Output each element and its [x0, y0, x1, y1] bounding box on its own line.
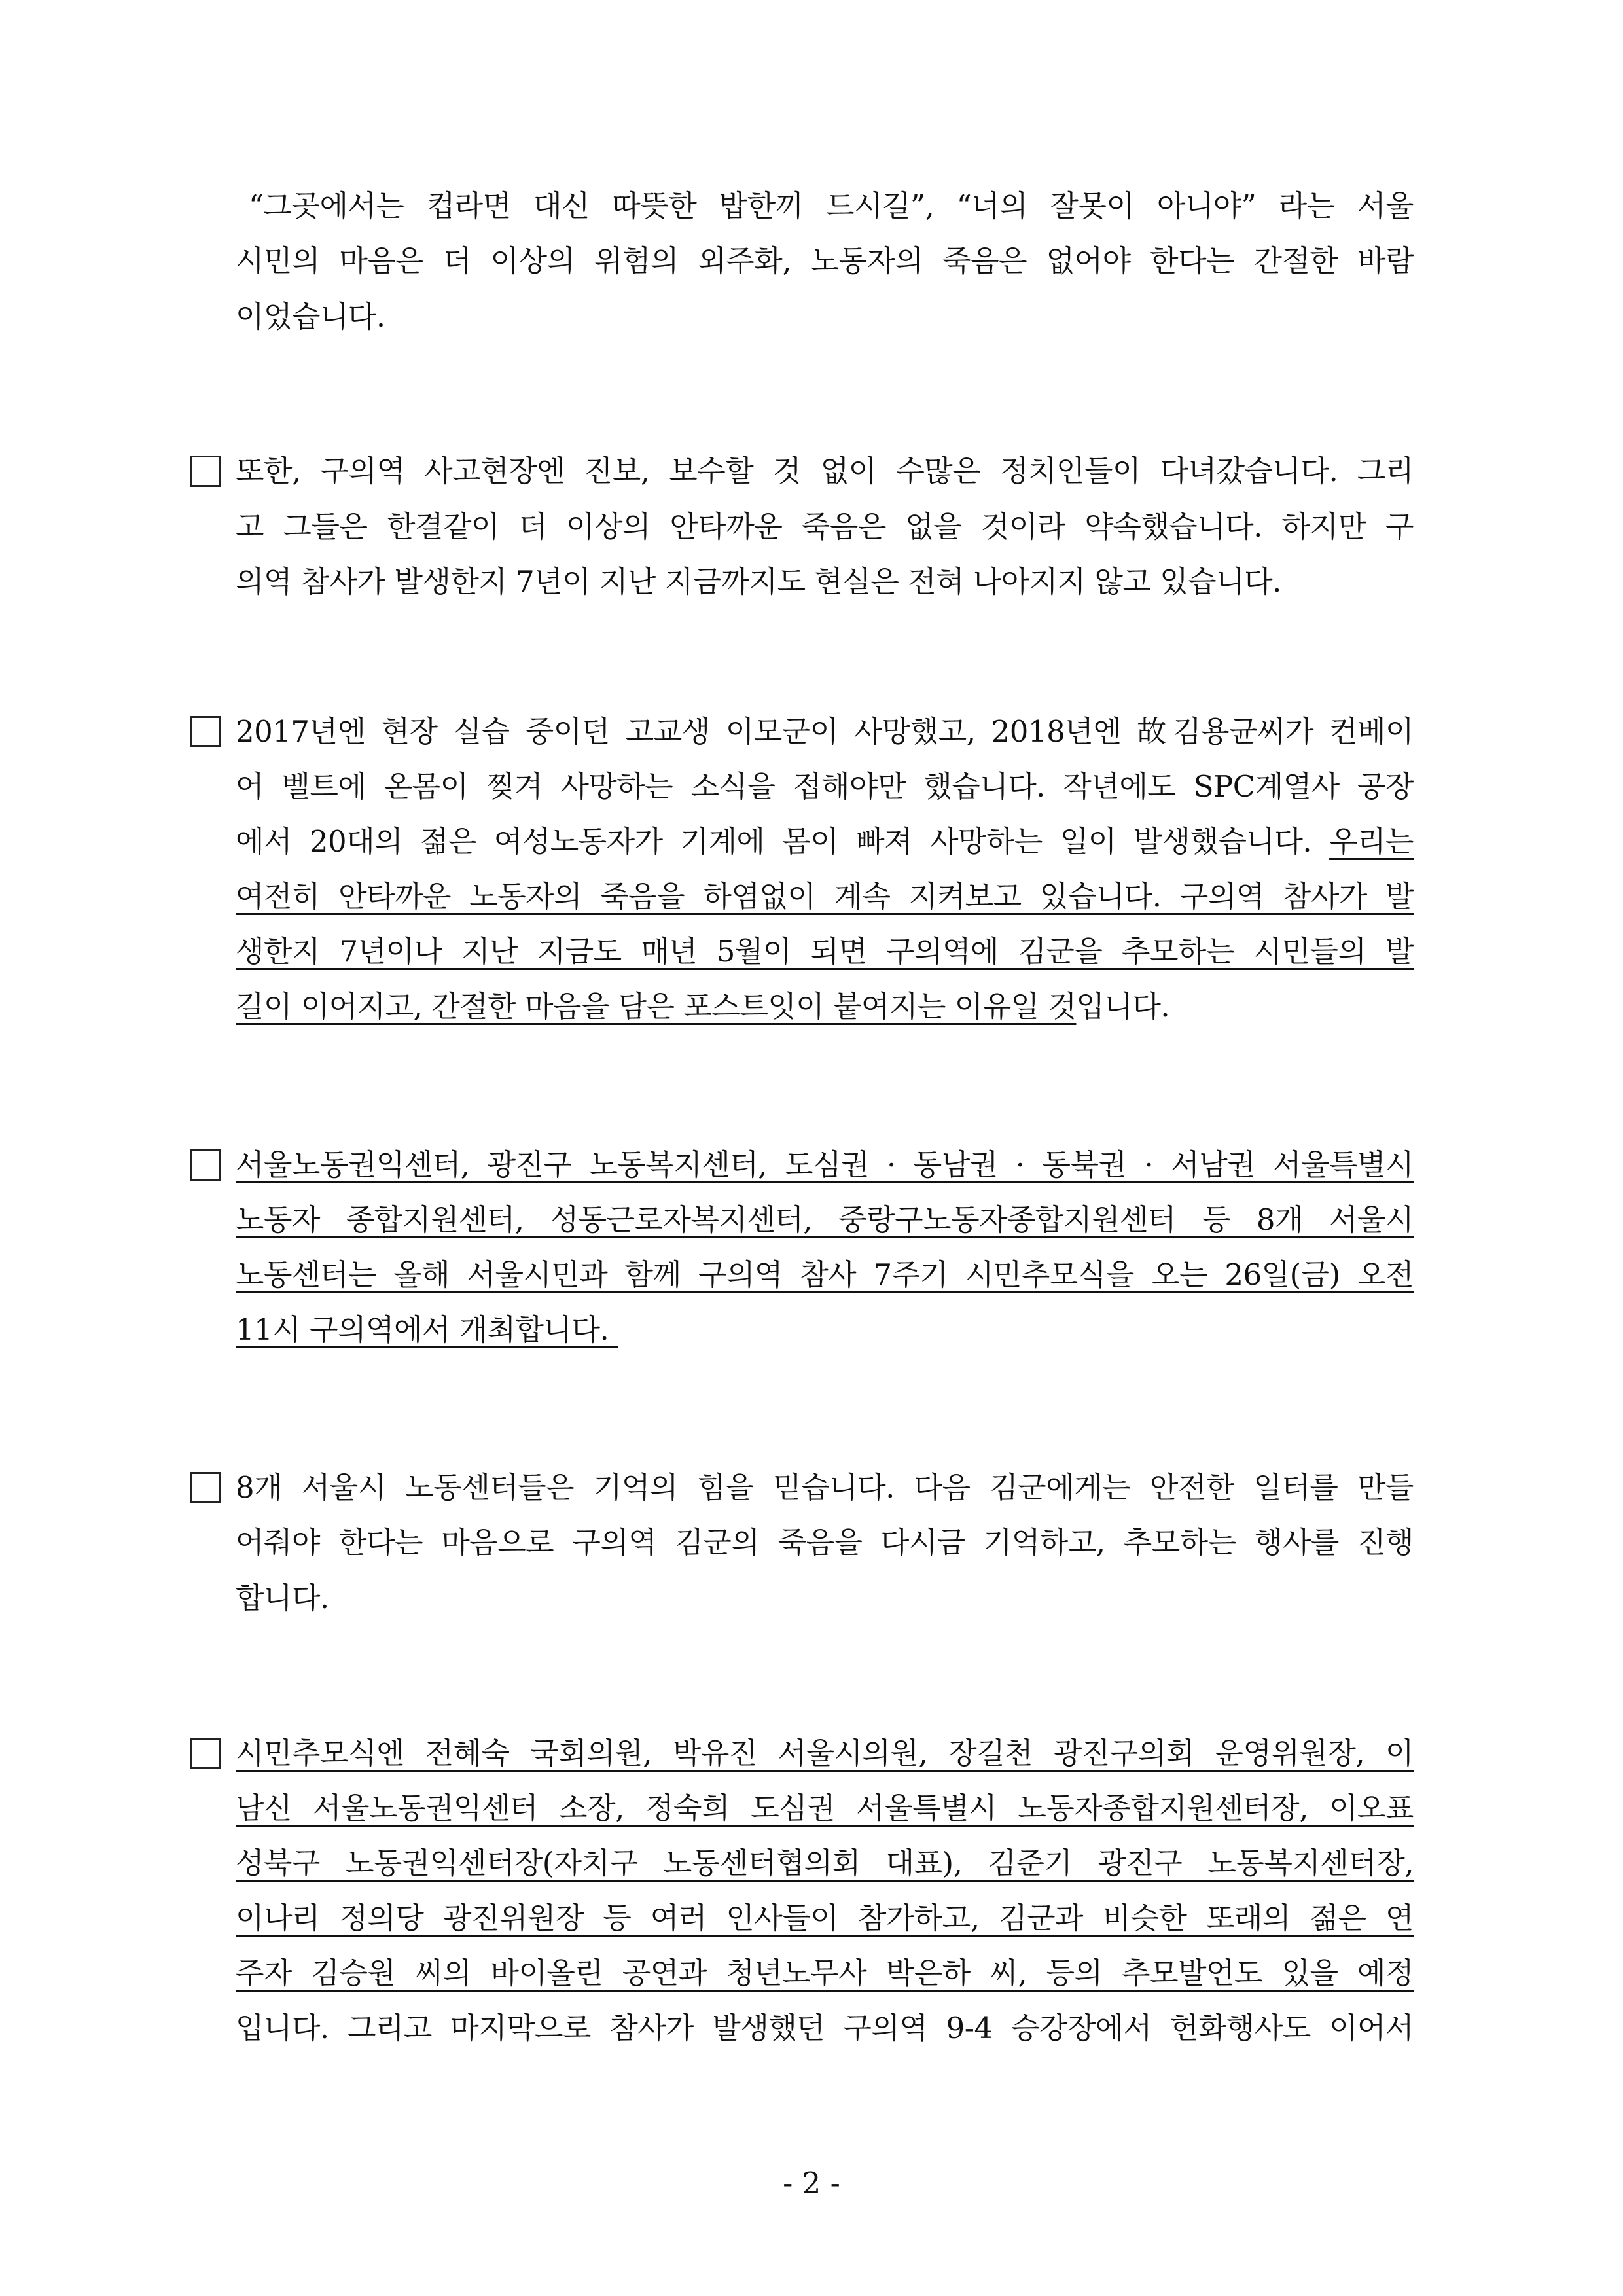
- p2-line-6: [236, 987, 1414, 1026]
- intro-line-3: 이었습니다.: [236, 299, 385, 334]
- p3-line-1-underlined: 서울노동권익센터, 광진구 노동복지센터, 도심권 · 동남권 · 동북권 · 서남권 서울특별시: [236, 1147, 1414, 1182]
- p5-line-4-underlined: 이나리 정의당 광진위원장 등 여러 인사들이 참가하고, 김군과 비슷한 또래의 젊은 연: [236, 1901, 1414, 1935]
- checkbox-bullet-icon: [190, 716, 221, 747]
- p2-line-6-plain: 입니다.: [1076, 989, 1170, 1024]
- p3-line-4: [236, 1310, 1414, 1350]
- p2-line-2: 어 벨트에 온몸이 찢겨 사망하는 소식을 접해야만 했습니다. 작년에도 SPC계열사 공장: [236, 769, 1414, 804]
- p5-line-1-underlined: 시민추모식엔 전혜숙 국회의원, 박유진 서울시의원, 장길천 광진구의회 운영위원장, 이: [236, 1736, 1414, 1770]
- p2-line-6-underlined: 길이 이어지고, 간절한 마음을 담은 포스트잇이 붙여지는 이유일 것: [236, 989, 1077, 1024]
- p5-line-6: 입니다. 그리고 마지막으로 참사가 발생했던 구의역 9-4 승강장에서 헌화행사도 이어서: [236, 2011, 1414, 2045]
- p1-line-2: 고 그들은 한결같이 더 이상의 안타까운 죽음은 없을 것이라 약속했습니다. 하지만 구: [236, 509, 1414, 544]
- p4-line-2: 어줘야 한다는 마음으로 구의역 김군의 죽음을 다시금 기억하고, 추모하는 행사를 진행: [236, 1525, 1414, 1560]
- checkbox-bullet-icon: [190, 456, 221, 487]
- p2-line-3: [236, 822, 1414, 861]
- p5-line-3-underlined: 성북구 노동권익센터장(자치구 노동센터협의회 대표), 김준기 광진구 노동복지센터장,: [236, 1846, 1414, 1880]
- checkbox-bullet-icon: [190, 1149, 221, 1181]
- checkbox-bullet-icon: [190, 1472, 221, 1503]
- intro-line-1: “그곳에서는 컵라면 대신 따뜻한 밥한끼 드시길”, “너의 잘못이 아니야” 라는 서울: [249, 188, 1414, 223]
- p1-line-1: 또한, 구의역 사고현장엔 진보, 보수할 것 없이 수많은 정치인들이 다녀갔습니다. 그리: [236, 454, 1414, 488]
- p4-line-1: 8개 서울시 노동센터들은 기억의 힘을 믿습니다. 다음 김군에게는 안전한 일터를 만들: [236, 1470, 1414, 1505]
- p3-line-3-underlined: 노동센터는 올해 서울시민과 함께 구의역 참사 7주기 시민추모식을 오는 26일(금) 오전: [236, 1257, 1414, 1292]
- page-number: - 2 -: [783, 2166, 840, 2200]
- p5-line-5-underlined: 주자 김승원 씨의 바이올린 공연과 청년노무사 박은하 씨, 등의 추모발언도 있을 예정: [236, 1956, 1414, 1990]
- p3-line-2-underlined: 노동자 종합지원센터, 성동근로자복지센터, 중랑구노동자종합지원센터 등 8개 서울시: [236, 1202, 1414, 1237]
- p2-line-3-underlined: 우리는: [1329, 824, 1414, 859]
- p5-line-2-underlined: 남신 서울노동권익센터 소장, 정숙희 도심권 서울특별시 노동자종합지원센터장, 이오표: [236, 1791, 1414, 1825]
- p3-line-4-underlined: 11시 구의역에서 개최합니다.: [236, 1312, 618, 1347]
- p2-line-4-underlined: 여전히 안타까운 노동자의 죽음을 하염없이 계속 지켜보고 있습니다. 구의역 참사가 발: [236, 879, 1414, 914]
- p2-line-5-underlined: 생한지 7년이나 지난 지금도 매년 5월이 되면 구의역에 김군을 추모하는 시민들의 발: [236, 934, 1414, 969]
- p1-line-3: 의역 참사가 발생한지 7년이 지난 지금까지도 현실은 전혀 나아지지 않고 있습니다.: [236, 564, 1281, 599]
- p2-line-1: 2017년엔 현장 실습 중이던 고교생 이모군이 사망했고, 2018년엔 故김용균씨가 컨베이: [236, 714, 1414, 749]
- p2-line-3-plain: 에서 20대의 젊은 여성노동자가 기계에 몸이 빠져 사망하는 일이 발생했습니다.: [236, 824, 1330, 859]
- checkbox-bullet-icon: [190, 1738, 221, 1769]
- intro-line-2: 시민의 마음은 더 이상의 위험의 외주화, 노동자의 죽음은 없어야 한다는 간절한 바람: [236, 243, 1414, 278]
- p4-line-3: 합니다.: [236, 1581, 329, 1615]
